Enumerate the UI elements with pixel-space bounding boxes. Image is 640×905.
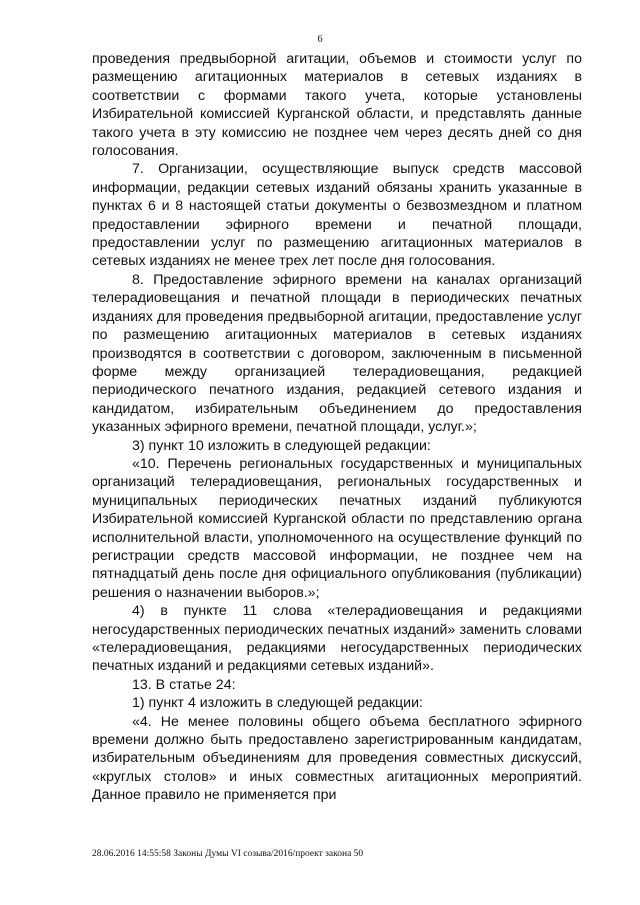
- paragraph-item-10: «10. Перечень региональных государственных и муниципальных организаций телерадиовещания, региональных государственных и муниципальных периодических печатных изданий публикуются Избирательной комиссией Курганской области по представлению органа исполнительной власти, уполномоченного на осуществление функций по регистрации средств массовой информации, не позднее чем на пятнадцатый день после дня официального опубликования (публикации) решения о назначении выборов.»;: [92, 455, 582, 601]
- paragraph-item-4: «4. Не менее половины общего объема бесплатного эфирного времени должно быть предоставлено зарегистрированным кандидатам, избирательным объединениям для проведения совместных дискуссий, «круглых столов» и иных совместных агитационных мероприятий. Данное правило не применяется при: [92, 713, 582, 804]
- paragraph-article-24: 13. В статье 24:: [132, 676, 236, 693]
- page-number: 6: [317, 34, 323, 45]
- footer-file-path: 28.06.2016 14:55:58 Законы Думы VI созыва/2016/проект закона 50: [92, 849, 364, 859]
- paragraph-subitem-1: 1) пункт 4 изложить в следующей редакции:: [132, 695, 423, 712]
- paragraph-subitem-4: 4) в пункте 11 слова «телерадиовещания и редакциями негосударственных периодических печатных изданий» заменить словами «телерадиовещания, редакциями негосударственных периодических печатных изданий и редакциями сетевых изданий».: [92, 603, 582, 675]
- paragraph-subitem-3: 3) пункт 10 изложить в следующей редакции:: [132, 437, 431, 454]
- paragraph-continuation: проведения предвыборной агитации, объемов и стоимости услуг по размещению агитационных материалов в сетевых изданиях в соответствии с формами такого учета, которые установлены Избирательной комиссией Курганской области, и представлять данные такого учета в эту комиссию не позднее чем через десять дней со дня голосования.: [92, 51, 582, 160]
- paragraph-item-7: 7. Организации, осуществляющие выпуск средств массовой информации, редакции сетевых изданий обязаны хранить указанные в пунктах 6 и 8 настоящей статьи документы о безвозмездном и платном предоставлении эфирного времени и печатной площади, предоставлении услуг по размещению агитационных материалов в сетевых изданиях не менее трех лет после дня голосования.: [92, 161, 582, 270]
- document-body: [92, 50, 582, 805]
- paragraph-item-8: 8. Предоставление эфирного времени на каналах организаций телерадиовещания и печатной площади в периодических печатных изданиях для проведения предвыборной агитации, предоставление услуг по размещению агитационных материалов в сетевых изданиях производятся в соответствии с договором, заключенным в письменной форме между организацией телерадиовещания, редакцией периодического печатного издания, редакцией сетевого издания и кандидатом, избирательным объединением до предоставления указанных эфирного времени, печатной площади, услуг.»;: [92, 271, 582, 436]
